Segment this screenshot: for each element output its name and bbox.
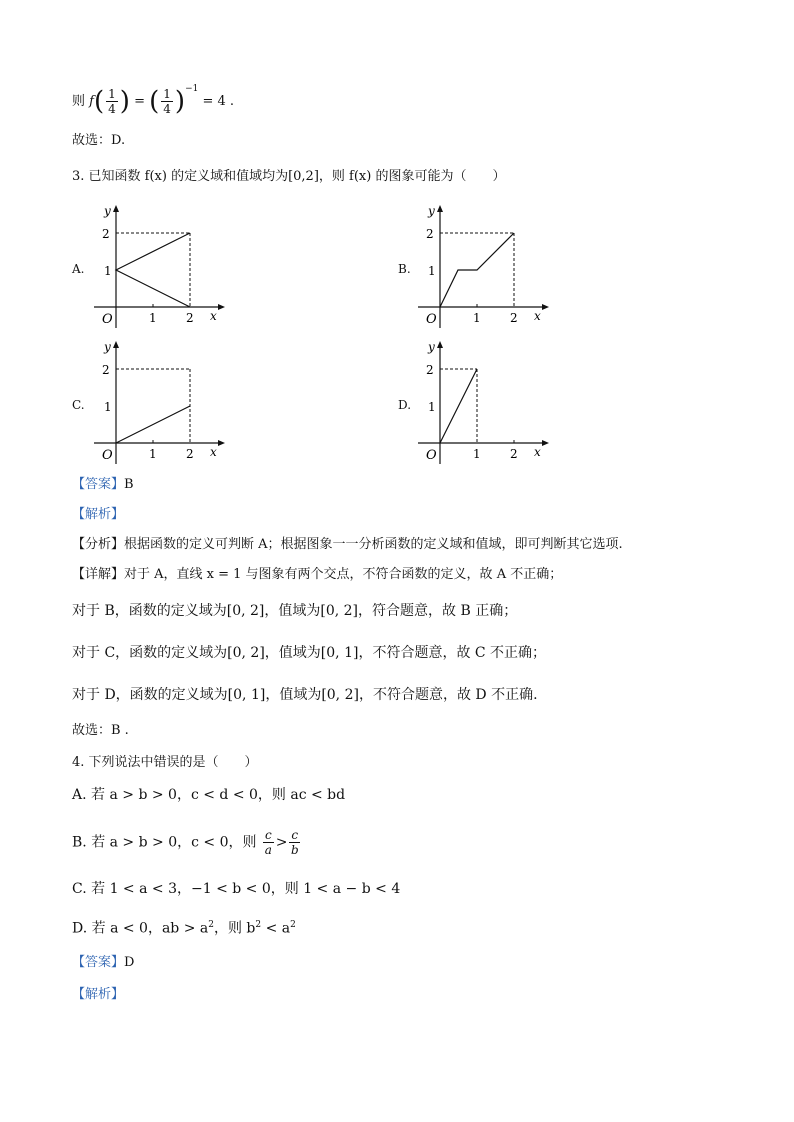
graph-b bbox=[414, 200, 554, 330]
greater-than: > bbox=[275, 834, 288, 851]
x-arrow bbox=[542, 440, 549, 446]
x-tick-2: 2 bbox=[186, 311, 194, 325]
analysis-tag: 【解析】 bbox=[72, 507, 125, 522]
fraction-one-quarter: $\frac{1}{4}$ bbox=[108, 87, 116, 116]
option-d-label: D. bbox=[398, 398, 412, 412]
graph-curve bbox=[440, 369, 477, 443]
answer-tag: 【答案】 bbox=[72, 955, 125, 970]
answer-value: B bbox=[124, 477, 134, 492]
x-tick-1: 1 bbox=[473, 311, 481, 325]
origin-label: O bbox=[426, 312, 437, 327]
y-tick-1: 1 bbox=[104, 400, 112, 414]
y-label: y bbox=[104, 204, 111, 218]
x-arrow bbox=[542, 304, 549, 310]
x-tick-1: 1 bbox=[149, 447, 157, 461]
x-label: x bbox=[534, 445, 541, 459]
graph-curve bbox=[116, 406, 190, 443]
graph-a bbox=[90, 200, 230, 330]
option-a-label: A. bbox=[72, 262, 85, 276]
q3-choose: 故选：B . bbox=[72, 723, 129, 738]
y-tick-1: 1 bbox=[104, 264, 112, 278]
y-arrow bbox=[113, 341, 119, 348]
result-text: = 4 . bbox=[202, 94, 235, 109]
option-b-text: B. 若 a > b > 0，c < 0，则 bbox=[72, 834, 257, 851]
f-symbol: f bbox=[89, 94, 94, 109]
q4-question: 4. 下列说法中错误的是（ ） bbox=[72, 755, 258, 770]
exponent: −1 bbox=[185, 84, 199, 94]
y-arrow bbox=[437, 341, 443, 348]
q4-option-d: D. 若 a < 0，ab > $a^2$，则 $b^2 < a^2$ bbox=[72, 920, 296, 937]
y-tick-1: 1 bbox=[428, 264, 436, 278]
fraction-c-over-b: $\frac{c}{b}$ bbox=[290, 828, 299, 857]
origin-label: O bbox=[102, 312, 113, 327]
graph-curve bbox=[116, 233, 190, 307]
x-arrow bbox=[218, 304, 225, 310]
option-c-label: C. bbox=[72, 398, 85, 412]
q3-line-b: 对于 B，函数的定义域为[0, 2]，值域为[0, 2]，符合题意，故 B 正确； bbox=[72, 603, 518, 619]
x-tick-1: 1 bbox=[149, 311, 157, 325]
fenxi-tag: 【分析】 bbox=[72, 537, 125, 552]
q3-answer bbox=[72, 476, 134, 494]
q3-question: 3. 已知函数 f(x) 的定义域和值域均为[0,2]，则 f(x) 的图象可能为（ ） bbox=[72, 169, 506, 184]
y-tick-2: 2 bbox=[426, 227, 434, 241]
graph-d bbox=[414, 336, 554, 466]
q3-fenxi bbox=[72, 536, 623, 554]
q3-line-d: 对于 D，函数的定义域为[0, 1]，值域为[0, 2]，不符合题意，故 D 不正确. bbox=[72, 687, 538, 703]
x-label: x bbox=[534, 309, 541, 323]
q4-option-b bbox=[72, 828, 302, 857]
y-tick-2: 2 bbox=[426, 363, 434, 377]
x-tick-2: 2 bbox=[510, 311, 518, 325]
q4-answer bbox=[72, 954, 134, 972]
fraction-one-quarter-2: $\frac{1}{4}$ bbox=[163, 87, 171, 116]
y-label: y bbox=[428, 340, 435, 354]
xiangjie-text: 对于 A，直线 x = 1 与图象有两个交点，不符合函数的定义，故 A 不正确； bbox=[124, 567, 563, 582]
x-tick-2: 2 bbox=[186, 447, 194, 461]
equals-sign: = bbox=[134, 94, 145, 109]
y-arrow bbox=[113, 205, 119, 212]
graph-c bbox=[90, 336, 230, 466]
y-tick-2: 2 bbox=[102, 363, 110, 377]
q3-line-c: 对于 C，函数的定义域为[0, 2]，值域为[0, 1]，不符合题意，故 C 不正确； bbox=[72, 645, 547, 661]
x-tick-2: 2 bbox=[510, 447, 518, 461]
origin-label: O bbox=[426, 448, 437, 463]
x-arrow bbox=[218, 440, 225, 446]
answer-value: D bbox=[124, 955, 135, 970]
y-tick-1: 1 bbox=[428, 400, 436, 414]
fraction-c-over-a: $\frac{c}{a}$ bbox=[264, 828, 272, 857]
answer-tag: 【答案】 bbox=[72, 477, 125, 492]
y-label: y bbox=[428, 204, 435, 218]
origin-label: O bbox=[102, 448, 113, 463]
fenxi-text: 根据函数的定义可判断 A；根据图象一一分析函数的定义域和值域，即可判断其它选项. bbox=[124, 537, 623, 552]
analysis-tag: 【解析】 bbox=[72, 987, 125, 1002]
option-b-label: B. bbox=[398, 262, 411, 276]
graph-curve bbox=[440, 233, 514, 307]
y-arrow bbox=[437, 205, 443, 212]
formula-line: 则 f( $\frac{1}{4}$ ) = ( $\frac{1}{4}$ )$^{-1}$ = 4 . bbox=[72, 84, 235, 117]
text-prefix: 则 bbox=[72, 94, 86, 109]
q4-option-a: A. 若 a > b > 0，c < d < 0，则 ac < bd bbox=[72, 787, 346, 803]
xiangjie-tag: 【详解】 bbox=[72, 567, 125, 582]
x-label: x bbox=[210, 445, 217, 459]
q3-xiangjie bbox=[72, 566, 562, 584]
q4-analysis bbox=[72, 986, 124, 1004]
q4-option-c: C. 若 1 < a < 3，−1 < b < 0，则 1 < a − b < 4 bbox=[72, 881, 401, 897]
x-tick-1: 1 bbox=[473, 447, 481, 461]
y-tick-2: 2 bbox=[102, 227, 110, 241]
y-label: y bbox=[104, 340, 111, 354]
x-label: x bbox=[210, 309, 217, 323]
q3-analysis bbox=[72, 506, 124, 524]
choose-d-line: 故选：D. bbox=[72, 133, 126, 148]
